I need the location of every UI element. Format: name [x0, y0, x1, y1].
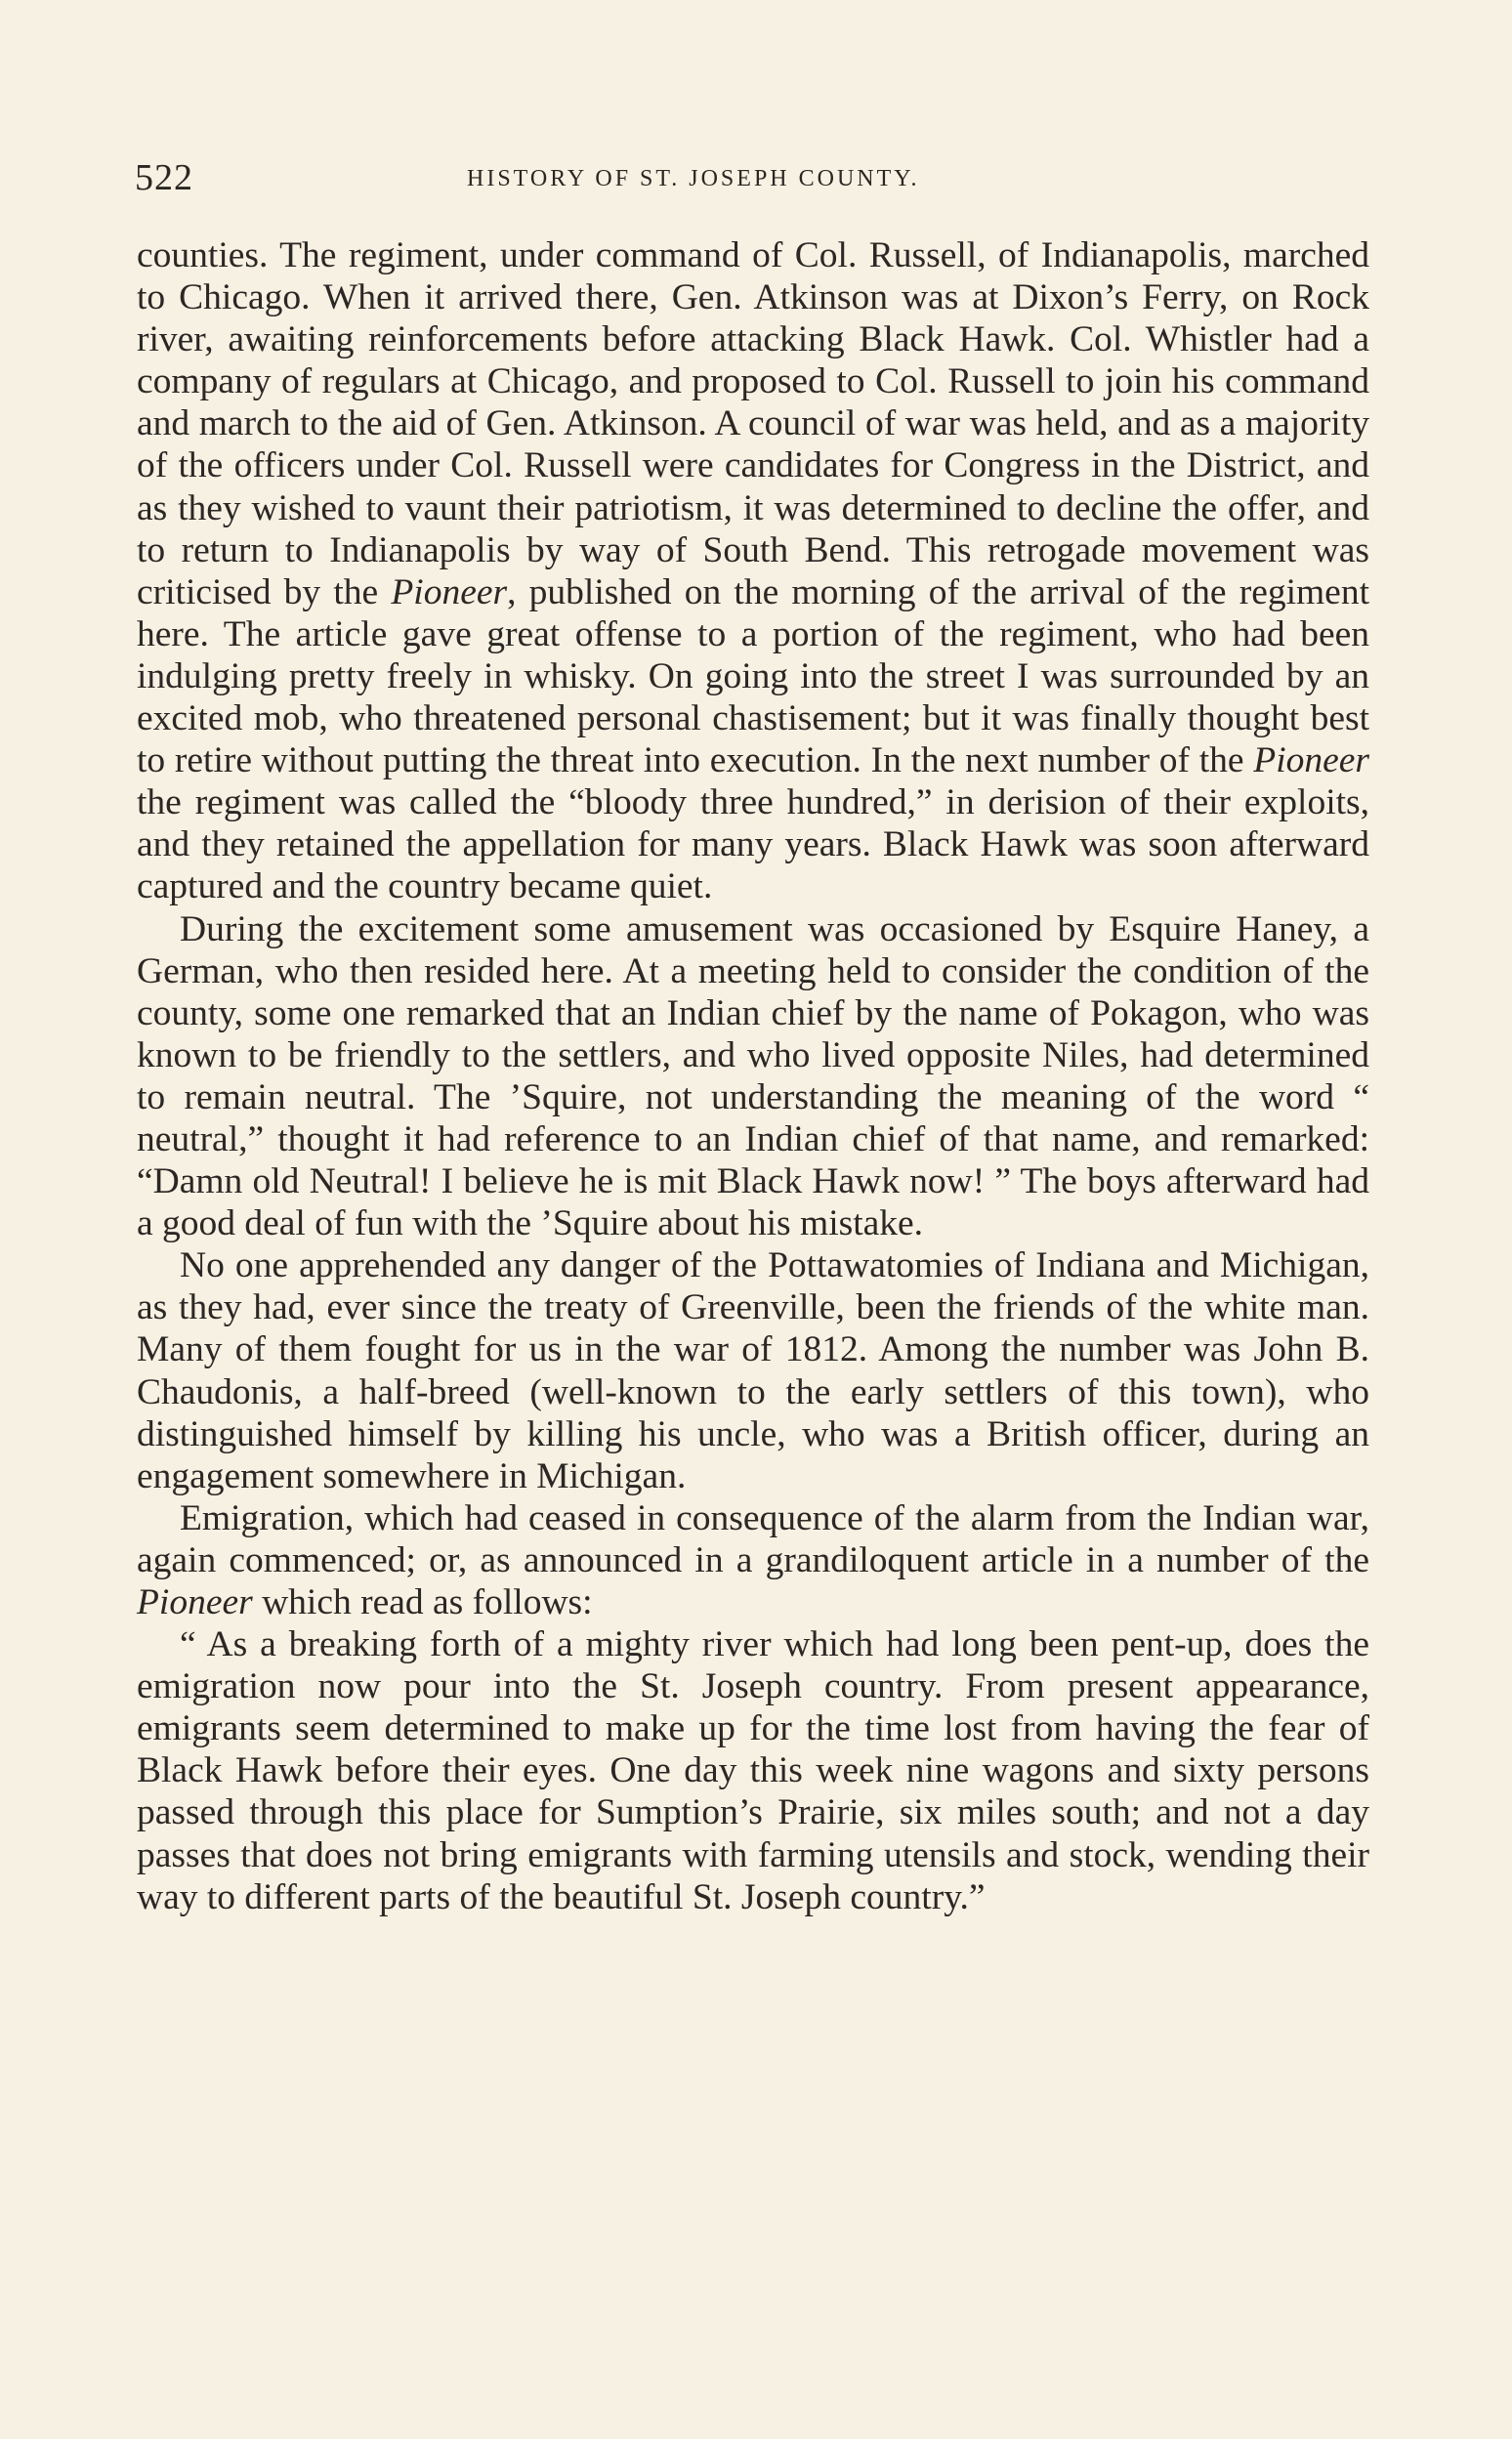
paragraph-regiment	[137, 234, 1369, 908]
paragraph-pottawatomies: No one apprehended any danger of the Pottawatomies of Indiana and Michigan, as they had, ever since the treaty of Greenville, been the friends of the white man. Many of them fought for us in the war of 1812. Among the number was John B. Chaudonis, a half-breed (well-known to the early settlers of this town), who distinguished himself by killing his uncle, who was a British officer, during an engagement somewhere in Michigan.	[137, 1245, 1369, 1496]
newspaper-title: Pioneer	[391, 571, 508, 612]
newspaper-title: Pioneer	[1253, 740, 1369, 781]
paragraph-text: which read as follows:	[252, 1582, 593, 1622]
paragraph-text: Emigration, which had ceased in consequence of the alarm from the Indian war, again commenced; or, as announced in a grandiloquent article in a number of the	[137, 1497, 1369, 1580]
body-text	[137, 234, 1369, 1918]
newspaper-title: Pioneer	[137, 1582, 253, 1622]
running-title: HISTORY OF ST. JOSEPH COUNTY.	[467, 166, 920, 191]
paragraph-text: , published on the morning of the arrival of the regiment here. The article gave great offense to a portion of the regiment, who had been indulging pretty freely in whisky. On going into the street I was surrounded by an excited mob, who threatened personal chastisement; but it was finally thought best to retire without putting the threat into execution. In the next number of the	[137, 571, 1369, 781]
paragraph-text: the regiment was called the “bloody three hundred,” in derision of their exploits, and they retained the appellation for many years. Black Hawk was soon afterward captured and the country became quiet.	[137, 782, 1369, 907]
running-head	[135, 156, 1367, 205]
paragraph-quotation: “ As a breaking forth of a mighty river which had long been pent-up, does the emigration now pour into the St. Joseph country. From present appearance, emigrants seem determined to make up for the time lost from having the fear of Black Hawk before their eyes. One day this week nine wagons and sixty persons passed through this place for Sumption’s Prairie, six miles south; and not a day passes that does not bring emigrants with farming utensils and stock, wending their way to different parts of the beautiful St. Joseph country.”	[137, 1624, 1369, 1917]
page-number: 522	[135, 157, 193, 198]
paragraph-emigration	[137, 1497, 1369, 1623]
paragraph-esquire-haney: During the excitement some amusement was occasioned by Esquire Haney, a German, who then resided here. At a meeting held to consider the condition of the county, some one remarked that an Indian chief by the name of Pokagon, who was known to be friendly to the settlers, and who lived opposite Niles, had determined to remain neutral. The ’Squire, not understanding the meaning of the word “ neutral,” thought it had reference to an Indian chief of that name, and remarked: “Damn old Neutral! I believe he is mit Black Hawk now! ” The boys afterward had a good deal of fun with the ’Squire about his mistake.	[137, 908, 1369, 1244]
paragraph-text: counties. The regiment, under command of Col. Russell, of Indianapolis, marched to Chicago. When it arrived there, Gen. Atkinson was at Dixon’s Ferry, on Rock river, awaiting reinforcements before attacking Black Hawk. Col. Whistler had a company of regulars at Chicago, and proposed to Col. Russell to join his command and march to the aid of Gen. Atkinson. A council of war was held, and as a majority of the officers under Col. Russell were candidates for Congress in the District, and as they wished to vaunt their patriotism, it was determined to decline the offer, and to return to Indianapolis by way of South Bend. This retrogade movement was criticised by the	[137, 235, 1369, 612]
